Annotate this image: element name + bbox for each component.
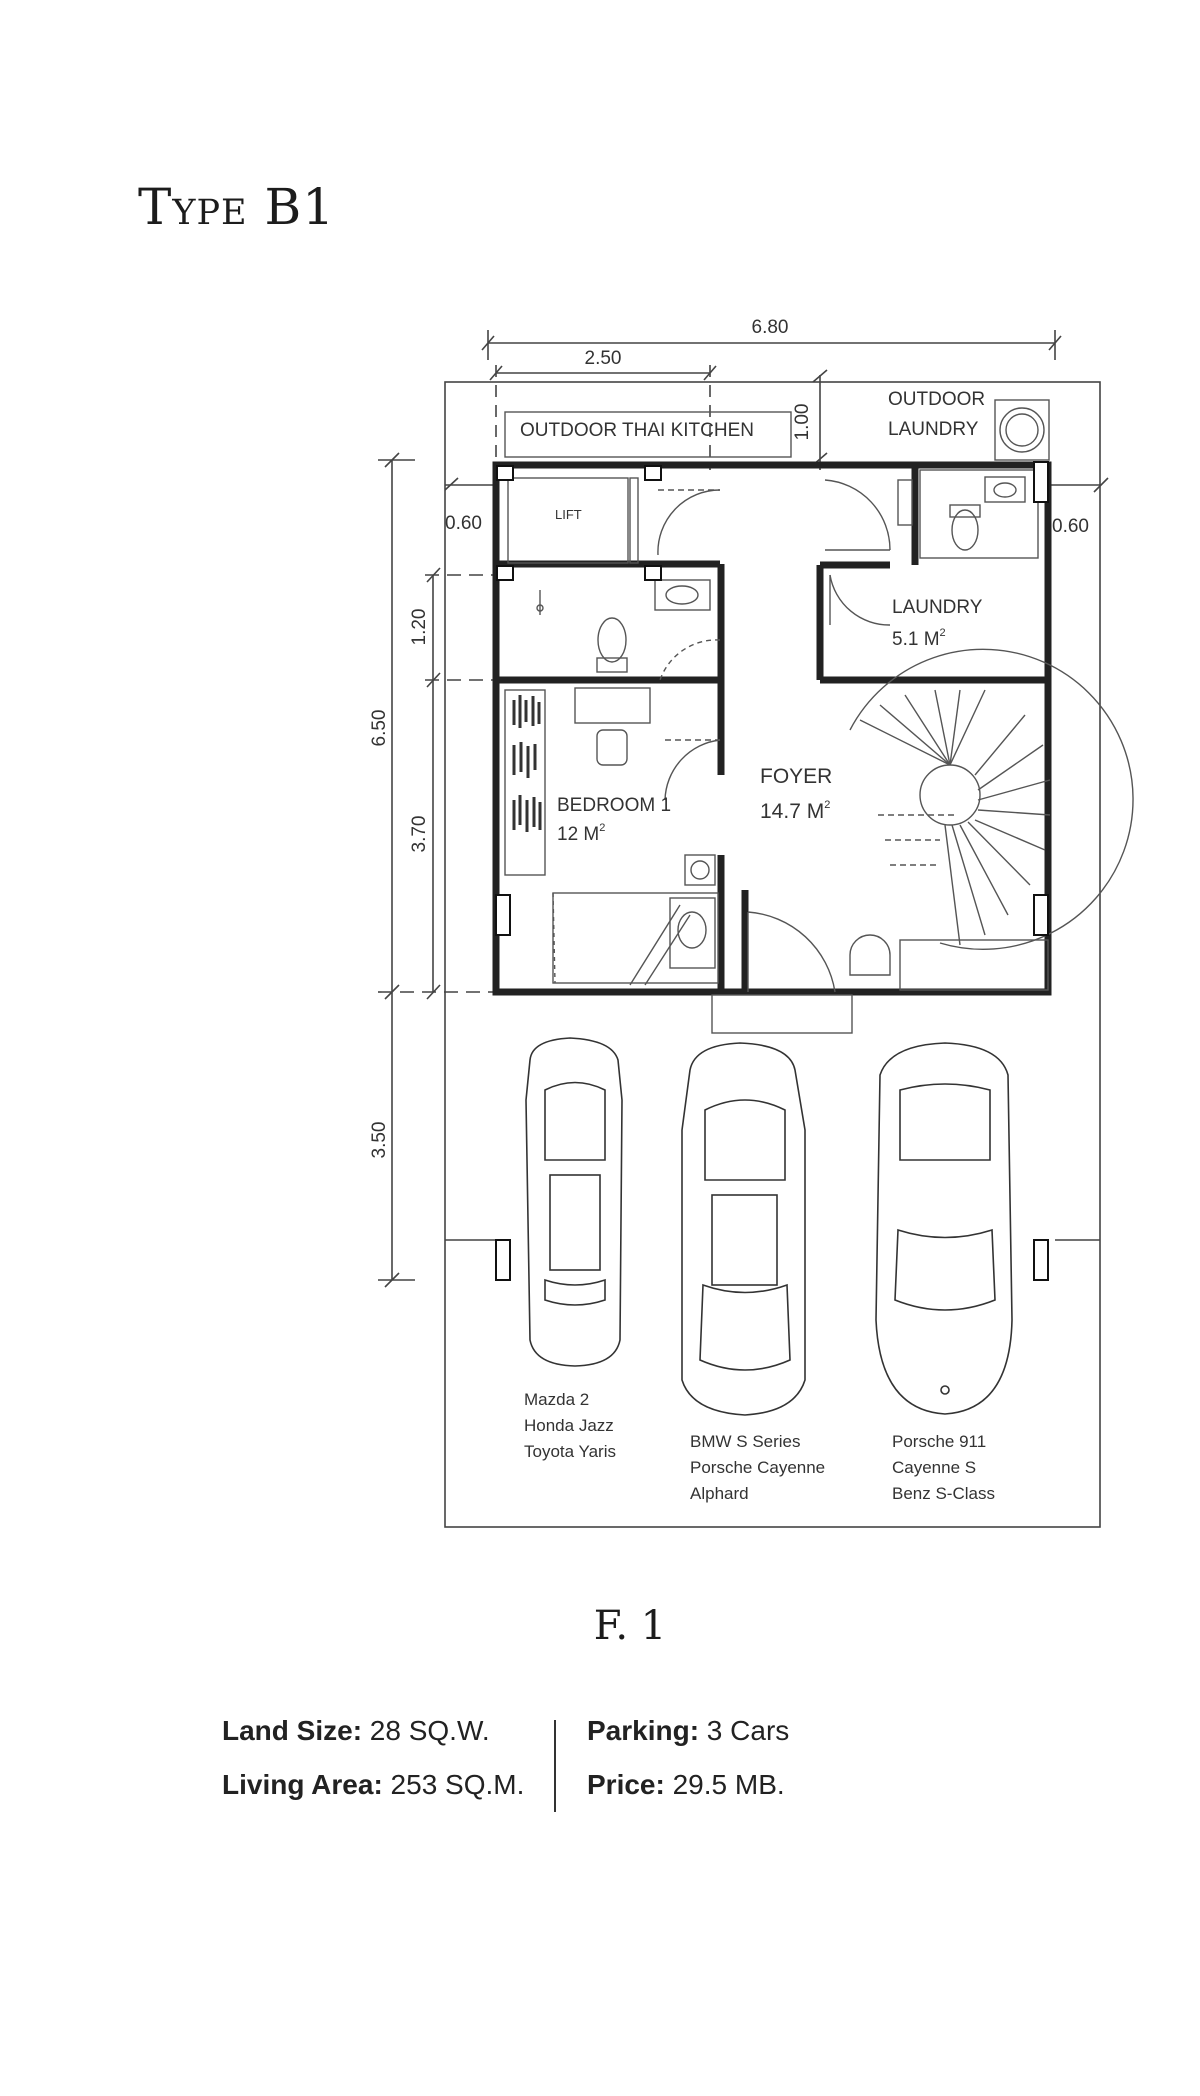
room-label-outdoor-thai-kitchen: OUTDOOR THAI KITCHEN [520,420,754,441]
car-2-model-2: Porsche Cayenne [690,1458,826,1477]
page-title: Type B1 [138,178,336,236]
room-area-foyer: 14.7 $M^2$ [760,799,831,823]
spec-living-area [222,1764,524,1818]
spec-parking-value: 3 Cars [699,1715,790,1746]
car-2 [682,1043,805,1415]
dimension-kitchen-depth: 1.00 [792,403,813,441]
room-label-laundry: LAUNDRY [892,597,983,618]
specs-left-column [222,1710,524,1818]
dimension-parking-depth: 3.50 [369,1121,390,1159]
spec-land-size-value: 28 SQ.W. [362,1715,490,1746]
figure-label: F. 1 [593,1603,667,1649]
car-3-model-1: Porsche 911 [892,1432,987,1451]
room-label-bedroom-1: BEDROOM 1 [557,795,672,816]
spec-parking [587,1710,789,1764]
car-1 [526,1038,622,1366]
dimension-left-offset: 0.60 [445,513,482,534]
dimension-bath-depth: 1.20 [409,608,430,646]
car-3-model-2: Cayenne S [892,1458,977,1477]
car-2-model-1: BMW S Series [690,1432,801,1451]
spec-land-size [222,1710,524,1764]
room-label-foyer: FOYER [760,765,833,788]
spec-living-area-value: 253 SQ.M. [382,1769,525,1800]
spec-price-value: 29.5 MB. [664,1769,785,1800]
car-3 [876,1043,1012,1414]
specs-right-column [587,1710,789,1818]
figure-caption [0,1603,1200,1649]
specs-divider [554,1720,556,1812]
car-2-model-3: Alphard [690,1484,749,1503]
dimension-right-offset: 0.60 [1052,516,1089,537]
spec-living-area-label: Living Area: [222,1769,383,1800]
car-1-model-1: Mazda 2 [524,1390,590,1409]
spec-land-size-label: Land Size: [222,1715,363,1746]
dimension-overall-depth: 6.50 [369,709,390,747]
car-1-model-2: Honda Jazz [524,1416,614,1435]
dimension-overall-width: 6.80 [751,317,789,338]
room-label-outdoor-laundry-2: LAUNDRY [888,419,979,440]
car-1-model-3: Toyota Yaris [524,1442,616,1461]
room-label-outdoor-laundry: OUTDOOR [888,389,986,410]
land-boundary [445,382,1100,1527]
spiral-staircase [850,649,1133,990]
house-outline [496,465,1048,992]
spec-price [587,1764,789,1818]
dimension-kitchen-width: 2.50 [584,348,622,369]
room-area-laundry: 5.1 $M^2$ [892,627,946,650]
spec-parking-label: Parking: [587,1715,700,1746]
car-3-model-3: Benz S-Class [892,1484,995,1503]
spec-price-label: Price: [587,1769,665,1800]
room-area-bedroom-1: 12 $M^2$ [557,822,606,845]
room-label-lift: LIFT [555,507,582,522]
dimension-bedroom-depth: 3.70 [409,815,430,853]
